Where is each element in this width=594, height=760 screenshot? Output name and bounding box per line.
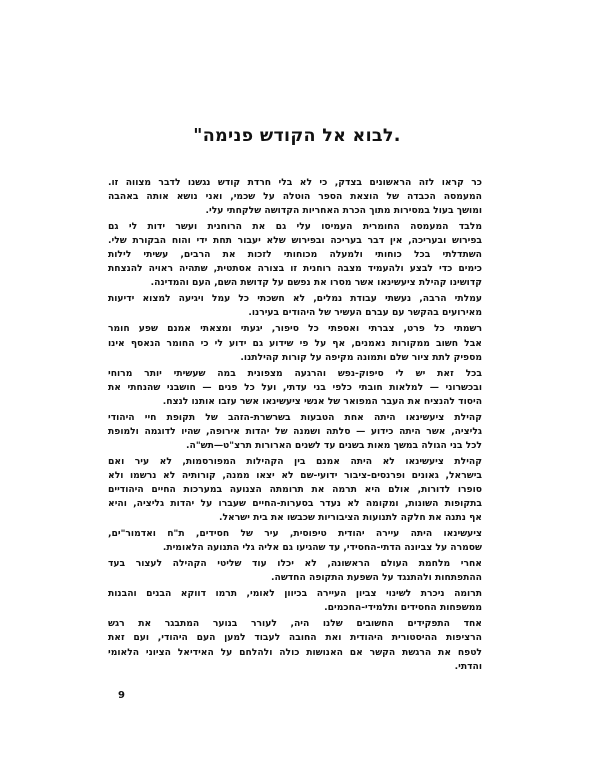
text-line: לטפח את הרגשת הקשר אם האנושות כולה ולהלחם על האידיאל הציוני הלאומי <box>108 646 482 658</box>
text-line: שסמרה על צביונה הדתי-החסידי, עד שהגיעו גם אליה גלי התנועה הלאומית. <box>162 542 482 554</box>
page-title: .לבוא אל הקודש פנימה" <box>193 126 401 146</box>
paragraph <box>108 367 494 409</box>
text-line: אבל חשוב ממקורות נאמנים, אף על פי שידוע גם ידוע לי כי החומר הנאסף אינו <box>108 337 482 349</box>
paragraph <box>108 617 494 673</box>
body-text <box>108 176 494 676</box>
text-line: בפירוש ובעריכה, אין דבר בעריכה ובפירוש שלא יעבור תחת ידי והוח הבקורת שלי. <box>108 235 482 247</box>
paragraph <box>108 455 494 525</box>
text-line: ציעשינאו היתה עיירה יהודית טיפוסית, עיר של חסידים, ת"ח ואדמור"ים, <box>108 528 482 540</box>
text-line: ההתפתחות ולהתנגד על השפעת התקופה החדשה. <box>271 572 482 584</box>
page-number: 9 <box>118 690 125 701</box>
text-line: אחרי מלחמת העולם הראשונה, לא יכלו עוד שליטי הקהילה לעצור בעד <box>108 558 482 570</box>
paragraph <box>108 220 494 290</box>
text-line: המעמסה הכבדה של הוצאת הספר הוטלה על שכמי, ואני נושא אותה באהבה <box>108 191 482 203</box>
text-line: עמלתי הרבה, נעשתי עבודת נמלים, לא חשכתי כל עמל ויגיעה למצוא ידיעות <box>108 293 482 305</box>
paragraph <box>108 176 494 218</box>
text-line: גליציה, אשר היתה כידוע — סלתה ושמנה של יהדות אירופה, שהיו לדוגמה ולמופת <box>108 425 482 437</box>
text-line: מאירועים בהקשר עם עברם העשיר של היהודים בעירנו. <box>248 307 482 319</box>
text-line: בתקופות השונות, ומקומה לא נעדר בסערות-החיים שעברו על יהדות גליציה, והיא <box>108 498 482 510</box>
text-line: והדתי. <box>454 660 482 672</box>
text-line: סופרו לדורות, אולם היא תרמה את תרומתה הצנועה במערכות החיים היהודיים <box>108 483 482 495</box>
paragraph <box>108 322 494 364</box>
text-line: בישראל, גאונים ופרנסים-ציבור ידועי-שם לא יצאו ממנה, קורותיה לא נרשמו ולא <box>108 469 482 481</box>
paragraph <box>108 527 494 555</box>
text-line: ממשפחות החסידים ותלמידי-החכמים. <box>324 602 482 614</box>
text-line: היסוד להנציח את העבר המפואר של אנשי ציעשינאו אשר עזבו אותנו לנצח. <box>162 395 482 407</box>
text-line: אחד התפקידים החשובים שלנו היה, לעורר בנוער המתבגר את רגש <box>108 618 482 630</box>
text-line: בכל זאת יש לי סיפוק-נפש והרגעה מצפונית במה שעשיתי יותר מרוחי <box>108 367 482 379</box>
text-line: לכל בני הגולה במשך מאות בשנים עד לשנים הארורות תרצ"ט—תש"ה. <box>186 439 482 451</box>
paragraph <box>108 557 494 585</box>
text-line: ומושך בעול במסירות מתוך הכרת האחריות הקדושה שלקחתי עלי. <box>205 205 482 217</box>
text-line: ובכשרוני — למלאות חובתי כלפי בני עדתי, ועל כל פנים — חושבני שהנחתי את <box>108 381 482 393</box>
text-line: אף נתנה את חלקה לתנועות הציבוריות שכבשו את בית ישראל. <box>218 512 482 524</box>
text-line: כר קראו לזה הראשונים בצדק, כי לא בלי חרדת קודש נגשנו לדבר מצווה זו. <box>108 177 482 188</box>
text-line: תרומה ניכרת לשינוי צביון העיירה בכיוון לאומי, תרמו דווקא הבנים והבנות <box>108 588 482 600</box>
paragraph <box>108 411 494 453</box>
text-line: קדושינו קהילת ציעשינאו אשר מסרו את נפשם על קדושת השם, העם והמדינה. <box>150 277 482 289</box>
text-line: מלבד המעמסה החומרית העמיסו עלי גם את הרוחנית ועשר ידות לי גם <box>108 221 482 233</box>
paragraph <box>108 292 494 320</box>
paragraph <box>108 587 494 615</box>
text-line: מספיק לתת ציור שלם ותמונה מקיפה על קורות קהילתנו. <box>240 351 482 363</box>
text-line: רשמתי כל פרט, צברתי ואספתי כל סיפור, יגעתי ומצאתי אמנם שפע חומר <box>108 323 482 335</box>
text-line: כימים כדי לבצע ולהעמיד מצבה רוחנית זו בצורה אסתטית, שתהיה ראויה להנצחת <box>108 263 482 275</box>
text-line: קהילת ציעשינאו היתה אחת הטבעות בשרשרת-הזהב של תקופת חיי היהודי <box>108 411 482 423</box>
text-line: הרציפות ההיסטורית היהודית ואת החובה לעבוד למען העם היהודי, ועם זאת <box>108 632 482 644</box>
text-line: קהילת ציעשינאו לא היתה אמנם בין הקהילות המפורסמות, לא עיר ואם <box>108 455 482 467</box>
text-line: השתדלתי בכל כוחותי ולמעלה מכוחותי לזכות את הרבים, עשיתי לילות <box>108 249 482 261</box>
